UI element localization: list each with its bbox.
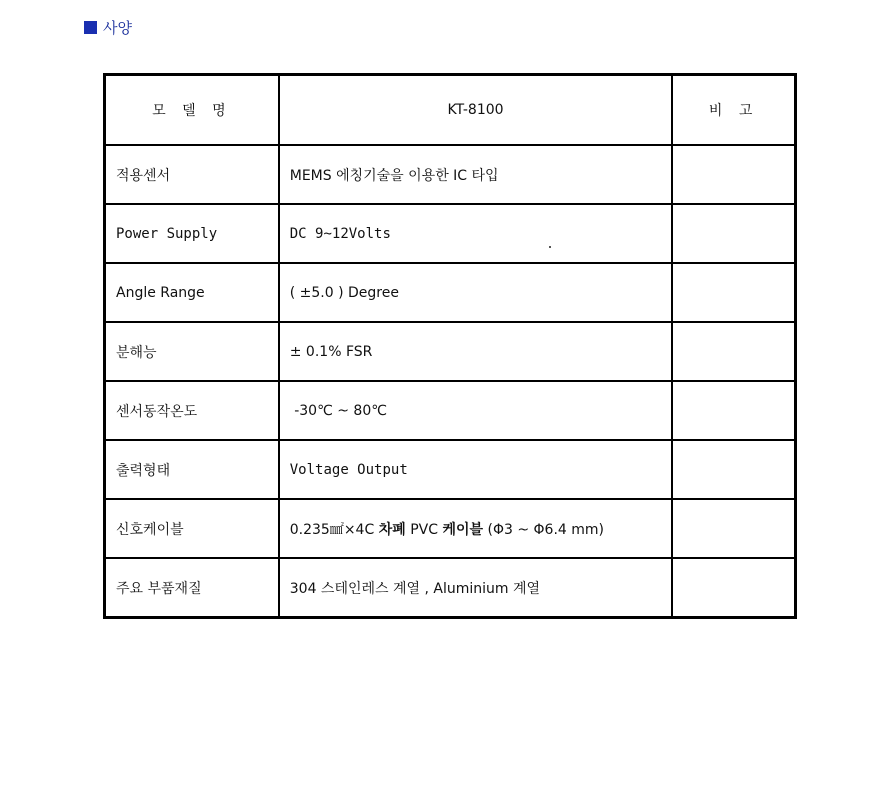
row-value: DC 9~12Volts — [279, 204, 673, 263]
row-label: Power Supply — [105, 204, 279, 263]
row-label: 분해능 — [105, 322, 279, 381]
section-title — [84, 17, 132, 38]
table-row — [105, 558, 796, 618]
row-value — [279, 499, 673, 558]
row-label: Angle Range — [105, 263, 279, 322]
cable-word: 케이블 — [442, 521, 484, 538]
table-row — [105, 145, 796, 204]
row-value: -30℃ ~ 80℃ — [279, 381, 673, 440]
cable-shield: 차폐 — [378, 521, 406, 538]
table-row — [105, 204, 796, 263]
table-row — [105, 263, 796, 322]
header-model-label: 모 델 명 — [105, 75, 279, 146]
row-value: Voltage Output — [279, 440, 673, 499]
row-note — [672, 499, 795, 558]
table-row — [105, 499, 796, 558]
row-label: 출력형태 — [105, 440, 279, 499]
header-model-value: KT-8100 — [279, 75, 673, 146]
stray-dot — [549, 246, 551, 248]
cable-diameter: (Φ3 ~ Φ6.4 mm) — [483, 521, 604, 538]
row-note — [672, 263, 795, 322]
table-header-row — [105, 75, 796, 146]
row-note — [672, 322, 795, 381]
row-note — [672, 145, 795, 204]
row-value: ( ±5.0 ) Degree — [279, 263, 673, 322]
section-title-text: 사양 — [103, 19, 132, 37]
row-note — [672, 204, 795, 263]
row-label: 적용센서 — [105, 145, 279, 204]
spec-table — [103, 73, 797, 619]
cable-spec: 0.235㎟×4C — [289, 521, 379, 538]
table-row — [105, 322, 796, 381]
row-value: MEMS 에칭기술을 이용한 IC 타입 — [279, 145, 673, 204]
row-note — [672, 558, 795, 618]
row-value: 304 스테인레스 계열 , Aluminium 계열 — [279, 558, 673, 618]
row-label: 주요 부품재질 — [105, 558, 279, 618]
row-note — [672, 381, 795, 440]
row-label: 신호케이블 — [105, 499, 279, 558]
square-icon — [84, 21, 97, 34]
table-row — [105, 381, 796, 440]
header-remarks: 비 고 — [672, 75, 795, 146]
cable-pvc: PVC — [405, 521, 443, 538]
row-value: ± 0.1% FSR — [279, 322, 673, 381]
row-label: 센서동작온도 — [105, 381, 279, 440]
row-note — [672, 440, 795, 499]
table-row — [105, 440, 796, 499]
